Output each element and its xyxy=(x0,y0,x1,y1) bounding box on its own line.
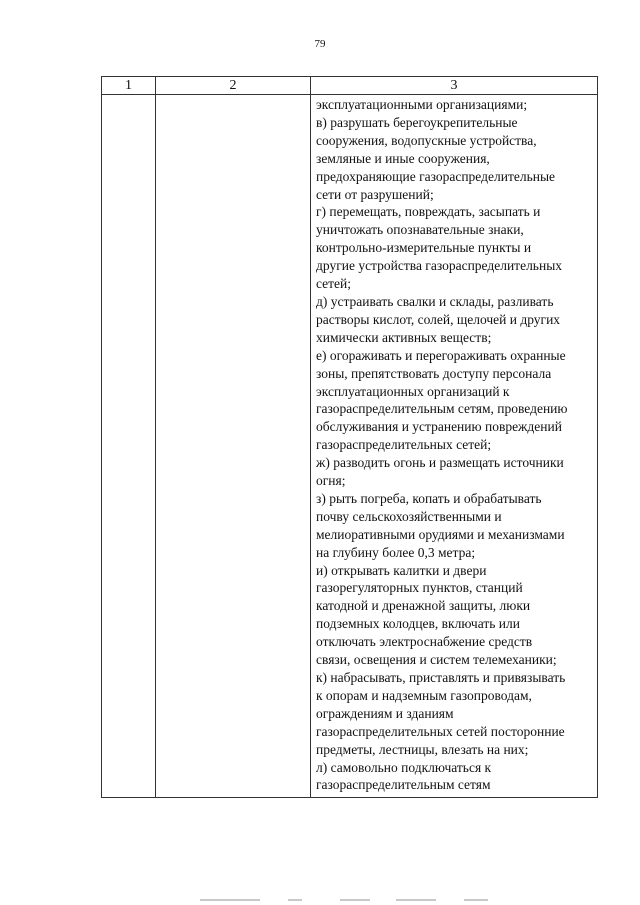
list-line: катодной и дренажной защиты, люки xyxy=(316,598,531,614)
list-line: предметы, лестницы, влезать на них; xyxy=(316,741,529,757)
regulation-table xyxy=(101,76,598,798)
list-line: зоны, препятствовать доступу персонала xyxy=(316,365,552,381)
list-line: уничтожать опознавательные знаки, xyxy=(316,222,524,238)
list-line: ж) разводить огонь и размещать источники xyxy=(316,455,564,471)
cell-col1 xyxy=(102,95,156,798)
list-line: огня; xyxy=(316,473,346,489)
list-line: газорегуляторных пунктов, станций xyxy=(316,580,523,596)
list-line: контрольно-измерительные пункты и xyxy=(316,240,532,256)
page-number: 79 xyxy=(314,38,326,50)
list-line: г) перемещать, повреждать, засыпать и xyxy=(316,204,541,220)
list-line: д) устраивать свалки и склады, разливать xyxy=(316,293,554,309)
list-line: почву сельскохозяйственными и xyxy=(316,508,502,524)
list-line: земляные и иные сооружения, xyxy=(316,150,490,166)
list-line: связи, освещения и систем телемеханики; xyxy=(316,652,557,668)
list-line: газораспределительных сетей посторонние xyxy=(316,723,565,739)
list-line: эксплуатационными организациями; xyxy=(316,97,528,112)
list-line: мелиоративными орудиями и механизмами xyxy=(316,526,565,542)
list-line: другие устройства газораспределительных xyxy=(316,258,563,274)
table-row xyxy=(102,95,598,798)
list-line: и) открывать калитки и двери xyxy=(316,562,487,578)
cell-col2 xyxy=(156,95,311,798)
list-line: сооружения, водопускные устройства, xyxy=(316,132,537,148)
table-header-row xyxy=(102,77,598,95)
list-line: эксплуатационных организаций к xyxy=(316,383,510,399)
list-line: к опорам и надземным газопроводам, xyxy=(316,687,532,703)
list-line: л) самовольно подключаться к xyxy=(316,759,492,775)
column-header-3: 3 xyxy=(311,77,598,95)
list-line: газораспределительных сетей; xyxy=(316,437,492,453)
column-header-1: 1 xyxy=(102,77,156,95)
list-line: ограждениям и зданиям xyxy=(316,705,454,721)
list-line: газораспределительным сетям xyxy=(316,777,491,793)
list-line: на глубину более 0,3 метра; xyxy=(316,544,476,560)
column-header-2: 2 xyxy=(156,77,311,95)
list-line: обслуживания и устранению повреждений xyxy=(316,419,562,435)
list-line: сетей; xyxy=(316,276,352,292)
list-line: подземных колодцев, включать или xyxy=(316,616,520,632)
list-line: е) огораживать и перегораживать охранные xyxy=(316,347,566,363)
list-line: химически активных веществ; xyxy=(316,329,492,345)
list-line: в) разрушать берегоукрепительные xyxy=(316,114,518,130)
scan-footer-marks xyxy=(200,897,540,903)
cell-col3 xyxy=(311,95,598,798)
restrictions-list xyxy=(311,95,597,797)
list-line: растворы кислот, солей, щелочей и других xyxy=(316,311,561,327)
list-line: газораспределительным сетям, проведению xyxy=(316,401,568,417)
list-line: предохраняющие газораспределительные xyxy=(316,168,556,184)
list-line: з) рыть погреба, копать и обрабатывать xyxy=(316,490,542,506)
list-line: сети от разрушений; xyxy=(316,186,434,202)
list-line: к) набрасывать, приставлять и привязывать xyxy=(316,670,566,685)
list-line: отключать электроснабжение средств xyxy=(316,634,533,650)
